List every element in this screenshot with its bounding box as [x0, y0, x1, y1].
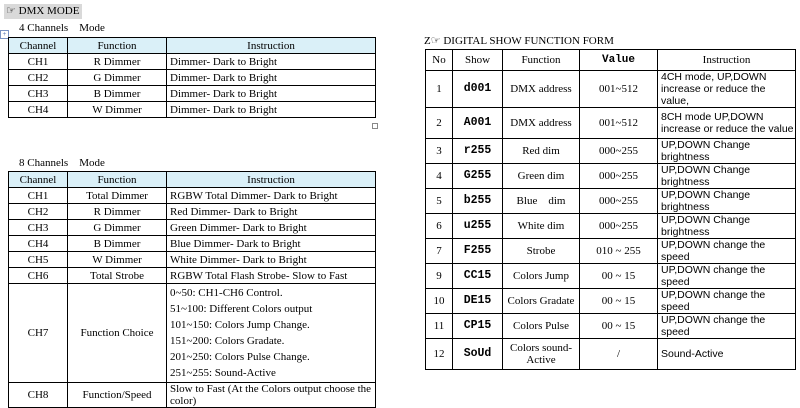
channel-cell: CH2	[9, 204, 68, 220]
channel-cell: CH8	[9, 383, 68, 408]
column-header: Value	[580, 50, 658, 71]
eight-channel-table	[8, 171, 376, 408]
instruction-cell: Dimmer- Dark to Bright	[167, 102, 376, 118]
table-row	[426, 239, 796, 264]
channel-cell: CH3	[9, 86, 68, 102]
instruction-cell: Dimmer- Dark to Bright	[167, 54, 376, 70]
number-cell: 9	[426, 264, 453, 289]
function-cell: Colors Gradate	[503, 289, 580, 314]
table-row	[9, 220, 376, 236]
instruction-cell: Blue Dimmer- Dark to Bright	[167, 236, 376, 252]
column-header: Function	[68, 38, 167, 54]
table-row	[426, 71, 796, 108]
four-channel-table	[8, 37, 376, 118]
column-header: Show	[453, 50, 503, 71]
table-header-row	[426, 50, 796, 71]
instruction-line: 101~150: Colors Jump Change.	[170, 319, 310, 331]
value-cell: 001~512	[580, 71, 658, 108]
show-code-cell: A001	[453, 108, 503, 139]
function-cell: Total Strobe	[68, 268, 167, 284]
instruction-cell: Slow to Fast (At the Colors output choose the color)	[167, 383, 376, 408]
function-cell: Red dim	[503, 139, 580, 164]
function-cell: Total Dimmer	[68, 188, 167, 204]
show-code-cell: CC15	[453, 264, 503, 289]
show-code-cell: G255	[453, 164, 503, 189]
instruction-cell: UP,DOWN change the speed	[658, 314, 796, 339]
instruction-cell: UP,DOWN Change brightness	[658, 164, 796, 189]
table-row	[9, 284, 376, 383]
number-cell: 5	[426, 189, 453, 214]
column-header: Function	[68, 172, 167, 188]
function-cell: R Dimmer	[68, 54, 167, 70]
four-channel-caption: 4 Channels Mode	[19, 22, 105, 34]
column-header: Function	[503, 50, 580, 71]
channel-cell: CH3	[9, 220, 68, 236]
show-code-cell: u255	[453, 214, 503, 239]
channel-cell: CH4	[9, 236, 68, 252]
instruction-cell: Red Dimmer- Dark to Bright	[167, 204, 376, 220]
function-cell: Colors Pulse	[503, 314, 580, 339]
table-row	[9, 383, 376, 408]
instruction-line: 51~100: Different Colors output	[170, 303, 313, 315]
function-cell: DMX address	[503, 71, 580, 108]
channel-cell: CH4	[9, 102, 68, 118]
function-cell: Colors Jump	[503, 264, 580, 289]
table-row	[9, 268, 376, 284]
instruction-cell: UP,DOWN Change brightness	[658, 139, 796, 164]
channel-cell: CH1	[9, 54, 68, 70]
table-row	[426, 214, 796, 239]
value-cell: 00 ~ 15	[580, 314, 658, 339]
instruction-line: 151~200: Colors Gradate.	[170, 335, 285, 347]
channel-cell: CH2	[9, 70, 68, 86]
table-row	[426, 108, 796, 139]
instruction-cell: Dimmer- Dark to Bright	[167, 70, 376, 86]
instruction-cell: Green Dimmer- Dark to Bright	[167, 220, 376, 236]
column-header: Instruction	[658, 50, 796, 71]
pointing-hand-icon: ☞	[6, 5, 16, 17]
column-header: Channel	[9, 38, 68, 54]
function-cell: DMX address	[503, 108, 580, 139]
show-code-cell: CP15	[453, 314, 503, 339]
function-cell: White dim	[503, 214, 580, 239]
value-cell: 00 ~ 15	[580, 264, 658, 289]
value-cell: 000~255	[580, 164, 658, 189]
number-cell: 6	[426, 214, 453, 239]
table-resize-handle-icon[interactable]	[372, 123, 378, 129]
value-cell: 00 ~ 15	[580, 289, 658, 314]
table-row	[9, 188, 376, 204]
table-row	[426, 264, 796, 289]
function-cell: W Dimmer	[68, 102, 167, 118]
table-row	[9, 54, 376, 70]
table-row	[9, 70, 376, 86]
value-cell: /	[580, 339, 658, 370]
table-header-row	[9, 38, 376, 54]
column-header: Instruction	[167, 172, 376, 188]
table-row	[426, 164, 796, 189]
table-row	[9, 236, 376, 252]
value-cell: 010 ~ 255	[580, 239, 658, 264]
instruction-cell: UP,DOWN Change brightness	[658, 189, 796, 214]
instruction-cell: UP,DOWN change the speed	[658, 264, 796, 289]
eight-channel-caption: 8 Channels Mode	[19, 157, 105, 169]
function-cell: Green dim	[503, 164, 580, 189]
channel-cell: CH1	[9, 188, 68, 204]
table-row	[9, 102, 376, 118]
instruction-cell: Sound-Active	[658, 339, 796, 370]
instruction-cell: UP,DOWN change the speed	[658, 239, 796, 264]
function-cell: Colors sound-Active	[503, 339, 580, 370]
dmx-mode-heading	[4, 4, 82, 19]
table-row	[9, 204, 376, 220]
function-cell: G Dimmer	[68, 70, 167, 86]
table-header-row	[9, 172, 376, 188]
show-code-cell: b255	[453, 189, 503, 214]
table-row	[426, 289, 796, 314]
channel-cell: CH7	[9, 284, 68, 383]
number-cell: 10	[426, 289, 453, 314]
instruction-line: 251~255: Sound-Active	[170, 367, 276, 379]
function-cell: Blue dim	[503, 189, 580, 214]
column-header: No	[426, 50, 453, 71]
instruction-line: 0~50: CH1-CH6 Control.	[170, 287, 283, 299]
value-cell: 000~255	[580, 139, 658, 164]
value-cell: 001~512	[580, 108, 658, 139]
number-cell: 4	[426, 164, 453, 189]
instruction-line: 201~250: Colors Pulse Change.	[170, 351, 310, 363]
show-code-cell: F255	[453, 239, 503, 264]
number-cell: 11	[426, 314, 453, 339]
dmx-mode-title: DMX MODE	[18, 5, 80, 17]
table-move-handle-icon[interactable]: +	[0, 30, 9, 39]
function-cell: R Dimmer	[68, 204, 167, 220]
function-cell: G Dimmer	[68, 220, 167, 236]
number-cell: 1	[426, 71, 453, 108]
function-cell: W Dimmer	[68, 252, 167, 268]
instruction-cell: Dimmer- Dark to Bright	[167, 86, 376, 102]
instruction-cell: RGBW Total Dimmer- Dark to Bright	[167, 188, 376, 204]
show-code-cell: SoUd	[453, 339, 503, 370]
function-cell: Function Choice	[68, 284, 167, 383]
function-cell: Function/Speed	[68, 383, 167, 408]
instruction-cell: 4CH mode, UP,DOWN increase or reduce the value,	[658, 71, 796, 108]
function-cell: Strobe	[503, 239, 580, 264]
value-cell: 000~255	[580, 214, 658, 239]
function-cell: B Dimmer	[68, 86, 167, 102]
table-row	[9, 252, 376, 268]
column-header: Instruction	[167, 38, 376, 54]
show-code-cell: DE15	[453, 289, 503, 314]
instruction-cell	[167, 284, 376, 383]
table-row	[426, 189, 796, 214]
number-cell: 2	[426, 108, 453, 139]
table-row	[426, 139, 796, 164]
table-row	[426, 314, 796, 339]
function-cell: B Dimmer	[68, 236, 167, 252]
channel-cell: CH5	[9, 252, 68, 268]
number-cell: 7	[426, 239, 453, 264]
number-cell: 12	[426, 339, 453, 370]
number-cell: 3	[426, 139, 453, 164]
column-header: Channel	[9, 172, 68, 188]
table-row	[9, 86, 376, 102]
show-code-cell: d001	[453, 71, 503, 108]
table-row	[426, 339, 796, 370]
instruction-cell: RGBW Total Flash Strobe- Slow to Fast	[167, 268, 376, 284]
channel-cell: CH6	[9, 268, 68, 284]
instruction-cell: UP,DOWN Change brightness	[658, 214, 796, 239]
digital-show-caption: Z☞ DIGITAL SHOW FUNCTION FORM	[424, 35, 614, 47]
instruction-cell: White Dimmer- Dark to Bright	[167, 252, 376, 268]
value-cell: 000~255	[580, 189, 658, 214]
instruction-cell: UP,DOWN change the speed	[658, 289, 796, 314]
show-code-cell: r255	[453, 139, 503, 164]
instruction-cell: 8CH mode UP,DOWN increase or reduce the value	[658, 108, 796, 139]
digital-show-table	[425, 49, 796, 370]
